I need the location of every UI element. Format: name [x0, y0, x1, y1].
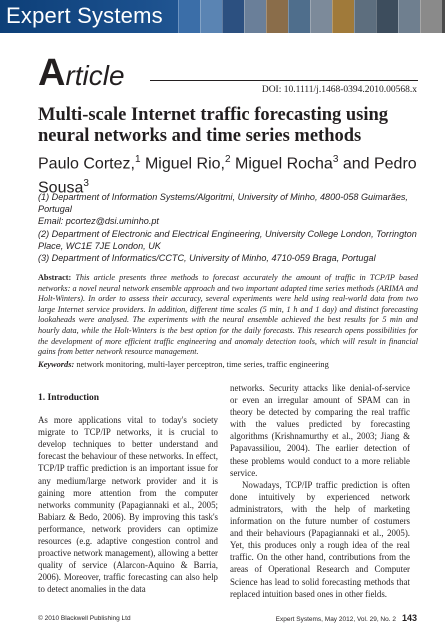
section-heading: 1. Introduction [38, 393, 100, 403]
keywords-text: network monitoring, multi-layer perceptron, time series, traffic engineering [76, 360, 329, 369]
abstract-label: Abstract: [38, 273, 72, 282]
affiliation-line: (2) Department of Electronic and Electrical Engineering, University College London, Torrington Place, WC1E 7JE London, UK [38, 228, 417, 251]
copyright: © 2010 Blackwell Publishing Ltd [38, 615, 131, 622]
author-affil-mark: 2 [224, 154, 231, 165]
keywords-label: Keywords: [38, 360, 75, 369]
page-number: 143 [401, 613, 417, 623]
body-paragraph: Nowadays, TCP/IP traffic prediction is often done intuitively by experienced network administrators, with the help of marketing information on the future number of costumers and their behaviours (Papagiannaki et al., 2005). Yet, this produces only a rough idea of the real traffic. On the other hand, contributions from the areas of Operational Research and Computer Science has lead to solid forecasting methods that replaced intuition based ones in other fields. [230, 479, 410, 599]
article-label: Article [38, 52, 125, 94]
author-name: Paulo Cortez, [38, 155, 135, 173]
journal-name: Expert Systems [6, 3, 163, 28]
affiliation-line: (1) Department of Information Systems/Algoritmi, University of Minho, 4800-058 Guimarães, Portugal [38, 192, 408, 215]
affiliations [38, 191, 428, 264]
journal-banner [0, 0, 445, 33]
author-name: Miguel Rocha [235, 155, 333, 173]
email-line: Email: pcortez@dsi.uminho.pt [38, 216, 159, 227]
banner-image-strip [178, 0, 442, 33]
doi: DOI: 10.1111/j.1468-0394.2010.00568.x [261, 85, 417, 95]
left-column [38, 392, 218, 596]
abstract-text: This article presents three methods to forecast accurately the amount of traffic in TCP/IP based networks: a novel neural network ensemble approach and two important adapted time series methods (ARIMA and Holt-Winters). In order to assess their accuracy, several experiments were held using real-world data from two large Internet service providers. In addition, different time scales (5 min, 1 h and 1 day) and distinct forecasting lookaheads were analysed. The experiments with the neural ensemble achieved the best results for 5 min and hourly data, while the Holt-Winters is the best option for the daily forecasts. This research opens possibilities for the development of more efficient traffic engineering and anomaly detection tools, which will result in financial gains from better network resource management. [38, 273, 418, 357]
abstract [38, 273, 418, 358]
paper-title: Multi-scale Internet traffic forecasting using neural networks and time series methods [38, 105, 389, 146]
author-affil-mark: 3 [332, 154, 339, 165]
intro-paragraph: As more applications vital to today's society migrate to TCP/IP networks, it is crucial to develop techniques to better understand and forecast the behaviour of these networks. In effect, TCP/IP traffic prediction is an important issue for any medium/large network provider and it is gaining more attention from the computer networks community (Papagiannaki et al., 2005; Babiarz & Bedo, 2006). By improving this task's performance, network providers can optimize resources (e.g. adaptive congestion control and proactive network management), allowing a better quality of service (Alarcon-Aquino & Barria, 2006). Moreover, traffic forecasting can also help to detect anomalies in the data [38, 415, 218, 595]
author-name: Miguel Rio, [144, 155, 225, 173]
footer-citation [276, 613, 417, 623]
body-paragraph: networks. Security attacks like denial-of-service or even an irregular amount of SPAM can in theory be detected by comparing the real traffic with the values predicted by forecasting algorithms (Krishnamurthy et al., 2003; Jiang & Papavassiliou, 2004). The earlier detection of these problems would conduct to a more reliable service. [230, 383, 410, 478]
right-column [230, 382, 410, 600]
affiliation-line: (3) Department of Informatics/CCTC, University of Minho, 4710-059 Braga, Portugal [38, 253, 376, 264]
keywords [38, 360, 418, 369]
citation-text: Expert Systems, May 2012, Vol. 29, No. 2 [275, 616, 396, 623]
article-rule [150, 80, 418, 81]
author-affil-mark: 3 [83, 178, 89, 190]
author-affil-mark: 1 [134, 154, 141, 165]
author-name: and Pedro Sousa [38, 155, 417, 197]
